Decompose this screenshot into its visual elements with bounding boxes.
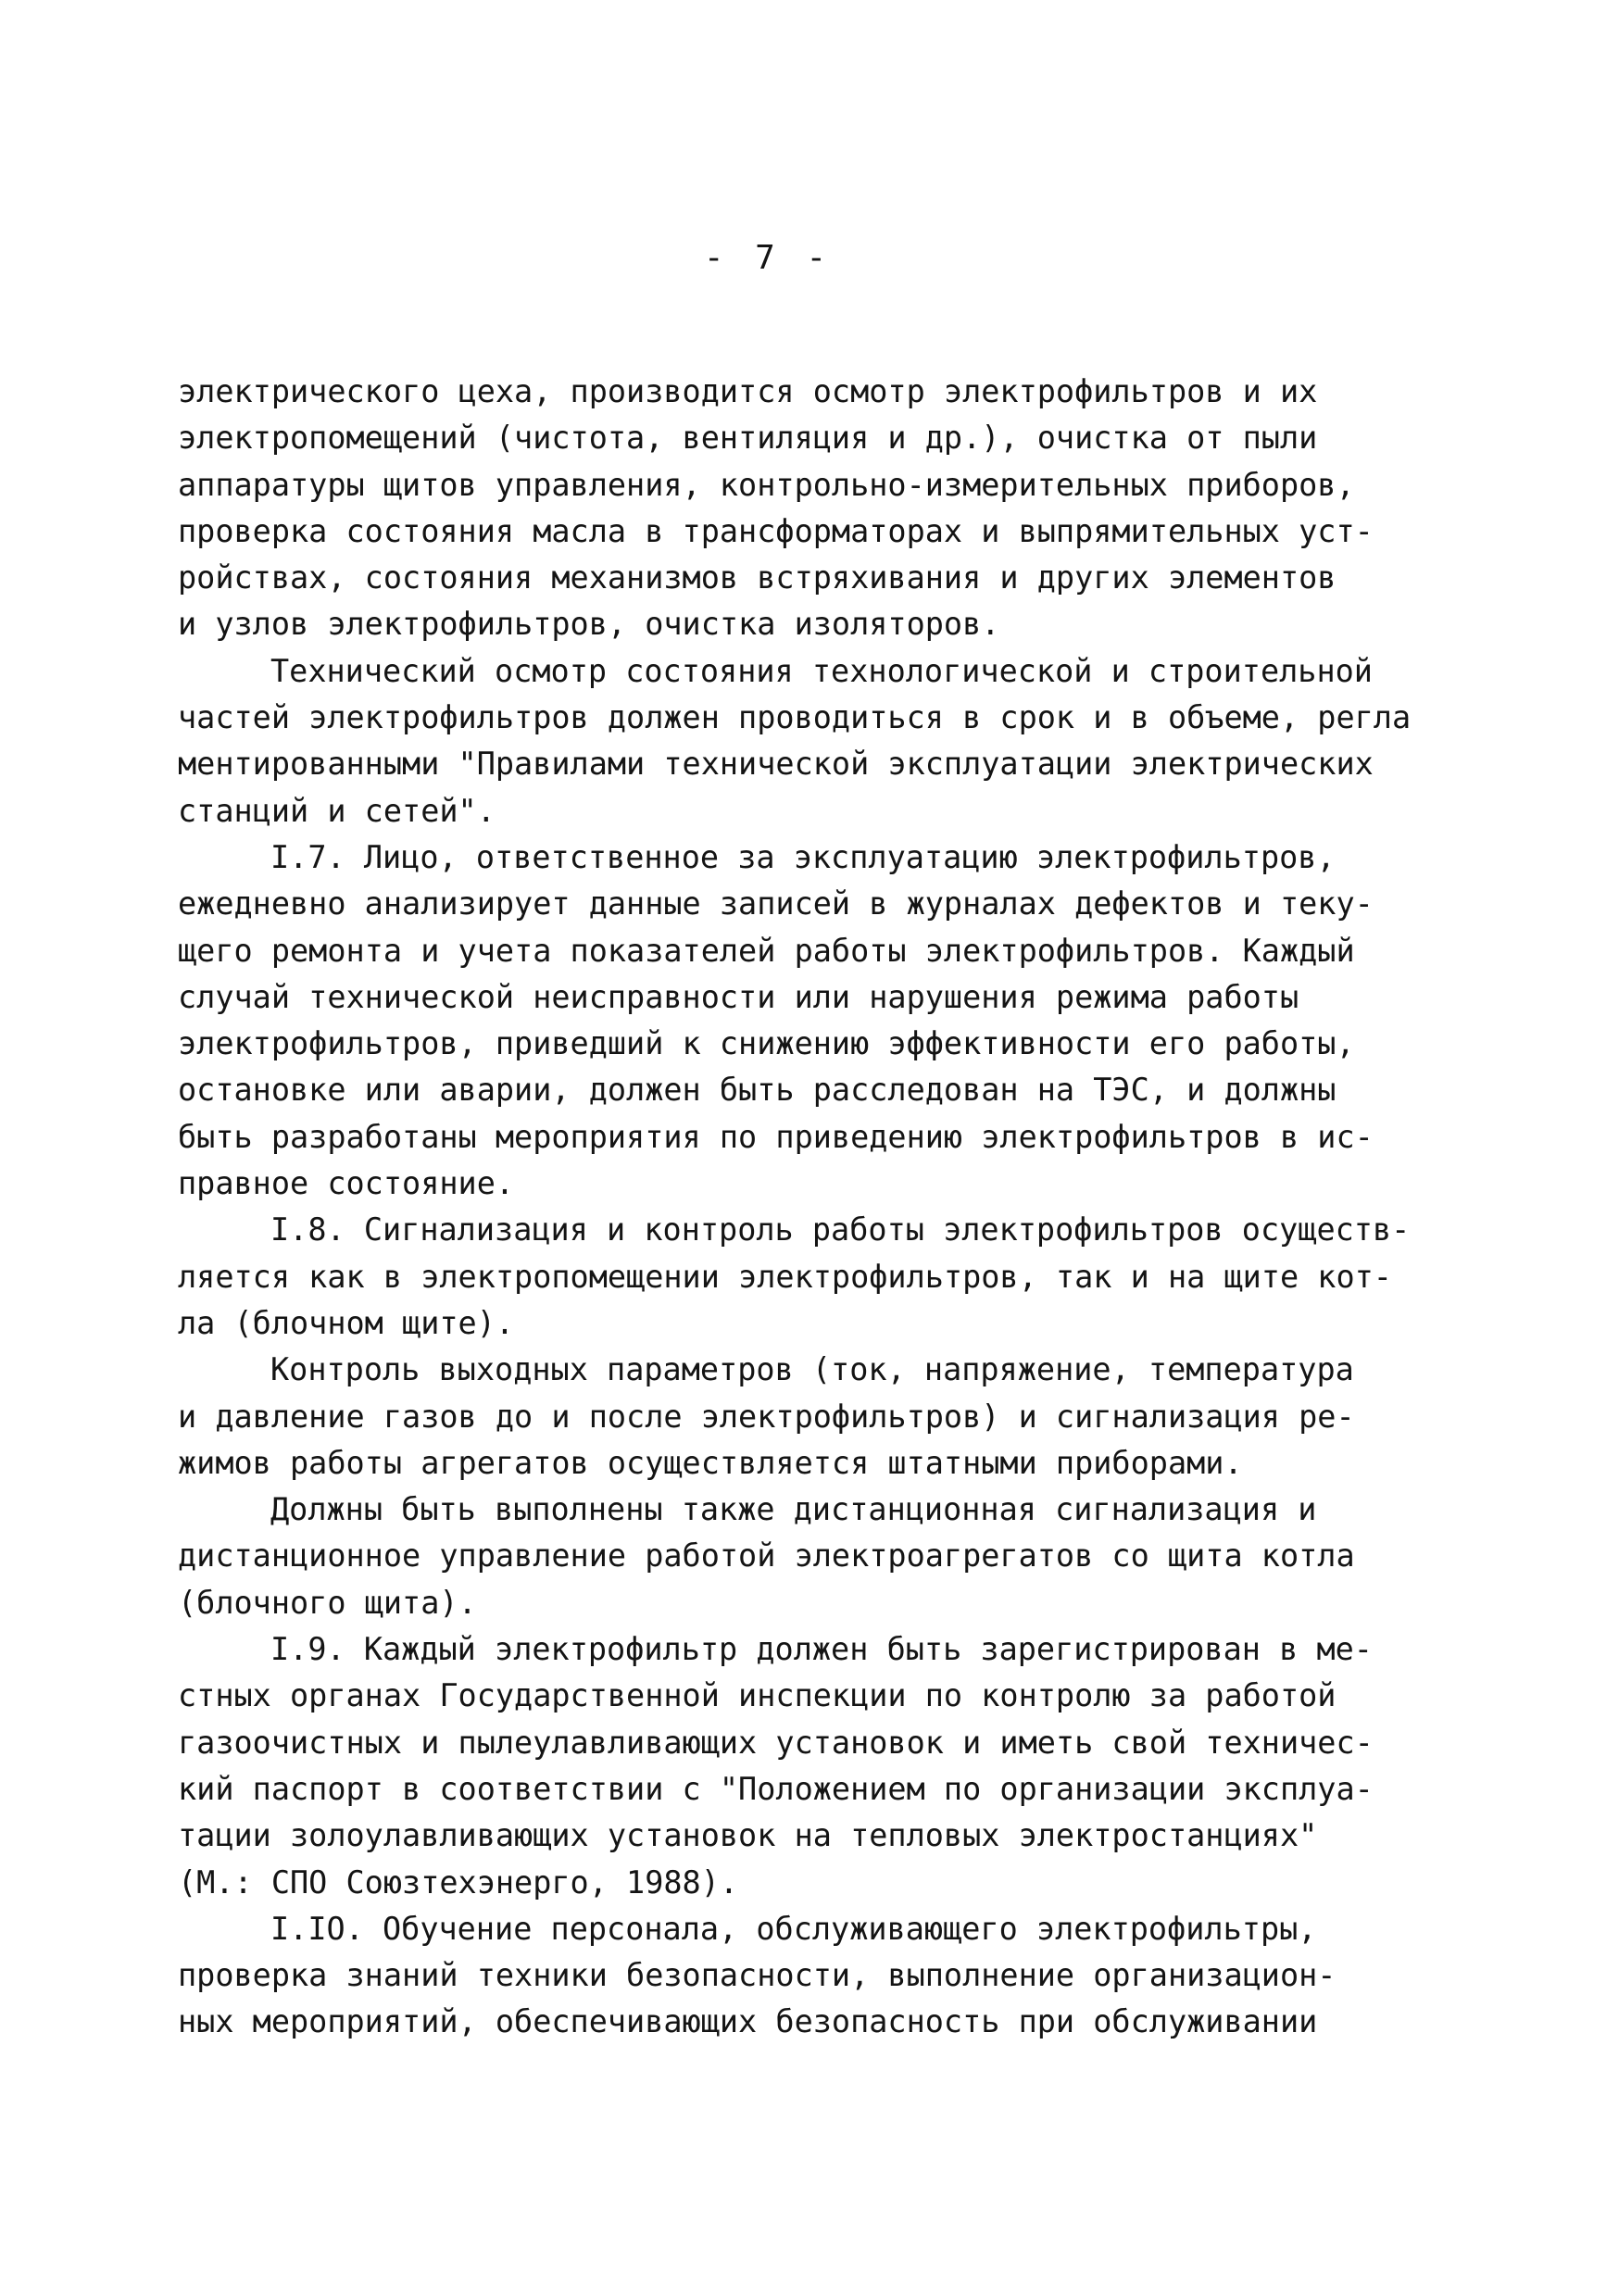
text-line: кий паспорт в соответствии с "Положением по организации эксплуа-	[178, 1770, 1374, 1807]
text-line: остановке или аварии, должен быть расследован на ТЭС, и должны	[178, 1072, 1337, 1109]
text-line: газоочистных и пылеулавливающих установок и иметь свой техничес-	[178, 1724, 1374, 1761]
text-line: и узлов электрофильтров, очистка изоляторов.	[178, 606, 1000, 643]
text-line: электропомещений (чистота, вентиляция и др.), очистка от пыли	[178, 420, 1318, 457]
text-line: Контроль выходных параметров (ток, напряжение, температура	[270, 1351, 1354, 1388]
text-line: случай технической неисправности или нарушения режима работы	[178, 978, 1299, 1015]
text-line: Должны быть выполнены также дистанционная сигнализация и	[270, 1491, 1317, 1528]
text-line: дистанционное управление работой электроагрегатов со щита котла	[178, 1537, 1355, 1575]
text-line: I.7. Лицо, ответственное за эксплуатацию электрофильтров,	[270, 838, 1336, 875]
text-line: ройствах, состояния механизмов встряхивания и других элементов	[178, 559, 1337, 596]
text-line: щего ремонта и учета показателей работы электрофильтров. Каждый	[178, 932, 1355, 969]
text-line: Технический осмотр состояния технологической и строительной	[270, 652, 1373, 689]
text-line: частей электрофильтров должен проводиться в срок и в объеме, регла	[178, 699, 1412, 736]
text-line: аппаратуры щитов управления, контрольно-измерительных приборов,	[178, 466, 1355, 503]
text-line: электрического цеха, производится осмотр электрофильтров и их	[178, 373, 1318, 409]
text-line: I.9. Каждый электрофильтр должен быть зарегистрирован в ме-	[270, 1631, 1373, 1668]
text-line: ментированными "Правилами технической эксплуатации электрических	[178, 746, 1374, 783]
text-line: ляется как в электропомещении электрофильтров, так и на щите кот-	[178, 1258, 1392, 1295]
text-line: стных органах Государственной инспекции по контролю за работой	[178, 1677, 1337, 1714]
text-line: правное состояние.	[178, 1165, 515, 1202]
text-line: и давление газов до и после электрофильтров) и сигнализация ре-	[178, 1398, 1355, 1435]
text-line: I.IO. Обучение персонала, обслуживающего электрофильтры,	[270, 1910, 1317, 1947]
body-text	[178, 369, 1475, 2046]
text-line: I.8. Сигнализация и контроль работы электрофильтров осуществ-	[270, 1211, 1411, 1248]
text-line: электрофильтров, приведший к снижению эффективности его работы,	[178, 1025, 1355, 1062]
text-line: проверка состояния масла в трансформаторах и выпрямительных уст-	[178, 512, 1374, 549]
text-line: станций и сетей".	[178, 792, 496, 829]
text-line: ла (блочном щите).	[178, 1304, 515, 1341]
text-line: жимов работы агрегатов осуществляется штатными приборами.	[178, 1444, 1243, 1481]
text-line: ных мероприятий, обеспечивающих безопасность при обслуживании	[178, 2003, 1318, 2040]
text-line: (М.: СПО Союзтехэнерго, 1988).	[178, 1863, 739, 1901]
text-line: тации золоулавливающих установок на тепловых электростанциях"	[178, 1817, 1318, 1854]
text-line: ежедневно анализирует данные записей в журналах дефектов и теку-	[178, 885, 1374, 922]
text-line: (блочного щита).	[178, 1584, 477, 1621]
page-number: - 7 -	[703, 239, 833, 277]
text-line: проверка знаний техники безопасности, выполнение организацион-	[178, 1957, 1337, 1994]
text-line: быть разработаны мероприятия по приведению электрофильтров в ис-	[178, 1118, 1374, 1155]
